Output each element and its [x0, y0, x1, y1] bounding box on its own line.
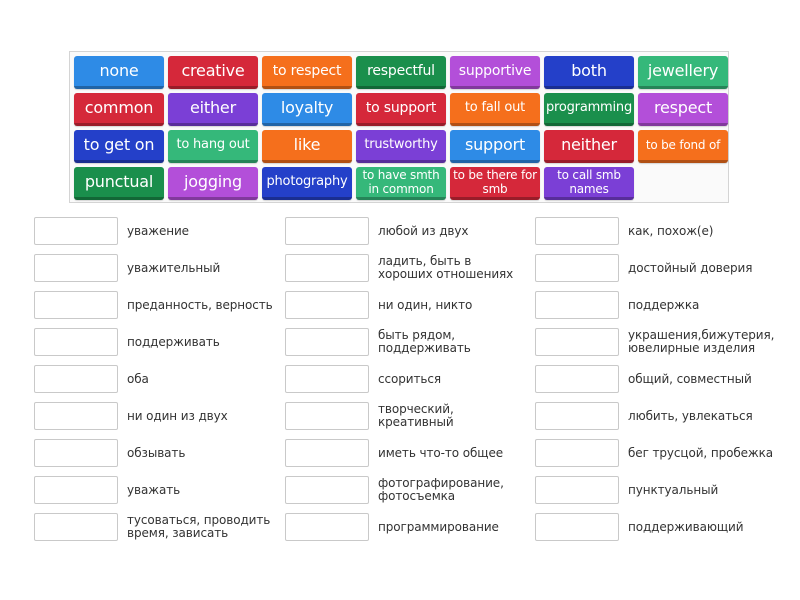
word-tile[interactable]: to fall out: [450, 93, 540, 126]
word-tile[interactable]: photography: [262, 167, 352, 200]
word-tile[interactable]: jewellery: [638, 56, 728, 89]
answer-drop-box[interactable]: [34, 254, 118, 282]
answer-drop-box[interactable]: [535, 328, 619, 356]
definition-label: поддерживать: [127, 334, 220, 349]
definition-label: ссориться: [378, 371, 441, 386]
word-tile[interactable]: to hang out: [168, 130, 258, 163]
word-tile[interactable]: to respect: [262, 56, 352, 89]
definition-label: программирование: [378, 519, 499, 534]
definition-label: любой из двух: [378, 223, 469, 238]
word-tile[interactable]: both: [544, 56, 634, 89]
answer-drop-box[interactable]: [34, 513, 118, 541]
answer-drop-box[interactable]: [34, 402, 118, 430]
word-tile[interactable]: respectful: [356, 56, 446, 89]
answer-drop-box[interactable]: [34, 217, 118, 245]
answer-drop-box[interactable]: [285, 291, 369, 319]
answer-drop-box[interactable]: [285, 513, 369, 541]
word-tile[interactable]: none: [74, 56, 164, 89]
answer-drop-box[interactable]: [285, 328, 369, 356]
definition-label: иметь что-то общее: [378, 445, 504, 460]
definition-label: ни один из двух: [127, 408, 228, 423]
word-tile[interactable]: punctual: [74, 167, 164, 200]
definition-label: поддерживающий: [628, 519, 744, 534]
definition-label: достойный доверия: [628, 260, 753, 275]
word-tile[interactable]: like: [262, 130, 352, 163]
word-tile-bank: [69, 51, 729, 203]
definition-label: ладить, быть в хороших отношениях: [378, 254, 514, 281]
definition-label: уважение: [127, 223, 189, 238]
answer-drop-box[interactable]: [285, 365, 369, 393]
answer-drop-box[interactable]: [285, 217, 369, 245]
answer-drop-box[interactable]: [535, 476, 619, 504]
answer-drop-box[interactable]: [34, 328, 118, 356]
word-tile[interactable]: to be there for smb: [450, 167, 540, 200]
word-tile[interactable]: respect: [638, 93, 728, 126]
word-tile[interactable]: to support: [356, 93, 446, 126]
definition-label: творческий, креативный: [378, 402, 454, 429]
definition-label: как, похож(е): [628, 223, 714, 238]
word-tile[interactable]: programming: [544, 93, 634, 126]
word-tile[interactable]: trustworthy: [356, 130, 446, 163]
word-tile[interactable]: to be fond of: [638, 130, 728, 163]
definition-label: поддержка: [628, 297, 700, 312]
word-tile[interactable]: creative: [168, 56, 258, 89]
word-tile[interactable]: jogging: [168, 167, 258, 200]
answer-drop-box[interactable]: [535, 365, 619, 393]
word-tile[interactable]: loyalty: [262, 93, 352, 126]
answer-drop-box[interactable]: [535, 254, 619, 282]
definition-label: ни один, никто: [378, 297, 473, 312]
definition-label: быть рядом, поддерживать: [378, 328, 471, 355]
word-tile[interactable]: support: [450, 130, 540, 163]
answer-drop-box[interactable]: [285, 476, 369, 504]
answer-drop-box[interactable]: [535, 513, 619, 541]
definition-label: преданность, верность: [127, 297, 273, 312]
answer-drop-box[interactable]: [285, 254, 369, 282]
answer-drop-box[interactable]: [34, 365, 118, 393]
answer-drop-box[interactable]: [285, 402, 369, 430]
answer-drop-box[interactable]: [535, 217, 619, 245]
answer-drop-box[interactable]: [535, 439, 619, 467]
answer-drop-box[interactable]: [34, 439, 118, 467]
word-tile[interactable]: to call smb names: [544, 167, 634, 200]
word-tile[interactable]: neither: [544, 130, 634, 163]
definition-label: тусоваться, проводить время, зависать: [127, 513, 271, 540]
answer-drop-box[interactable]: [535, 402, 619, 430]
word-tile[interactable]: supportive: [450, 56, 540, 89]
definition-label: уважать: [127, 482, 181, 497]
word-tile[interactable]: to get on: [74, 130, 164, 163]
answer-drop-box[interactable]: [285, 439, 369, 467]
definition-label: общий, совместный: [628, 371, 752, 386]
word-tile[interactable]: common: [74, 93, 164, 126]
answer-drop-box[interactable]: [34, 476, 118, 504]
word-tile[interactable]: to have smth in common: [356, 167, 446, 200]
definition-label: уважительный: [127, 260, 221, 275]
definition-label: фотографирование, фотосъемка: [378, 476, 504, 503]
answer-drop-box[interactable]: [535, 291, 619, 319]
definition-label: бег трусцой, пробежка: [628, 445, 774, 460]
definition-label: обзывать: [127, 445, 186, 460]
definition-label: пунктуальный: [628, 482, 719, 497]
definition-label: любить, увлекаться: [628, 408, 753, 423]
answer-drop-box[interactable]: [34, 291, 118, 319]
definition-label: украшения,бижутерия, ювелирные изделия: [628, 328, 775, 355]
definition-label: оба: [127, 371, 149, 386]
word-tile[interactable]: either: [168, 93, 258, 126]
